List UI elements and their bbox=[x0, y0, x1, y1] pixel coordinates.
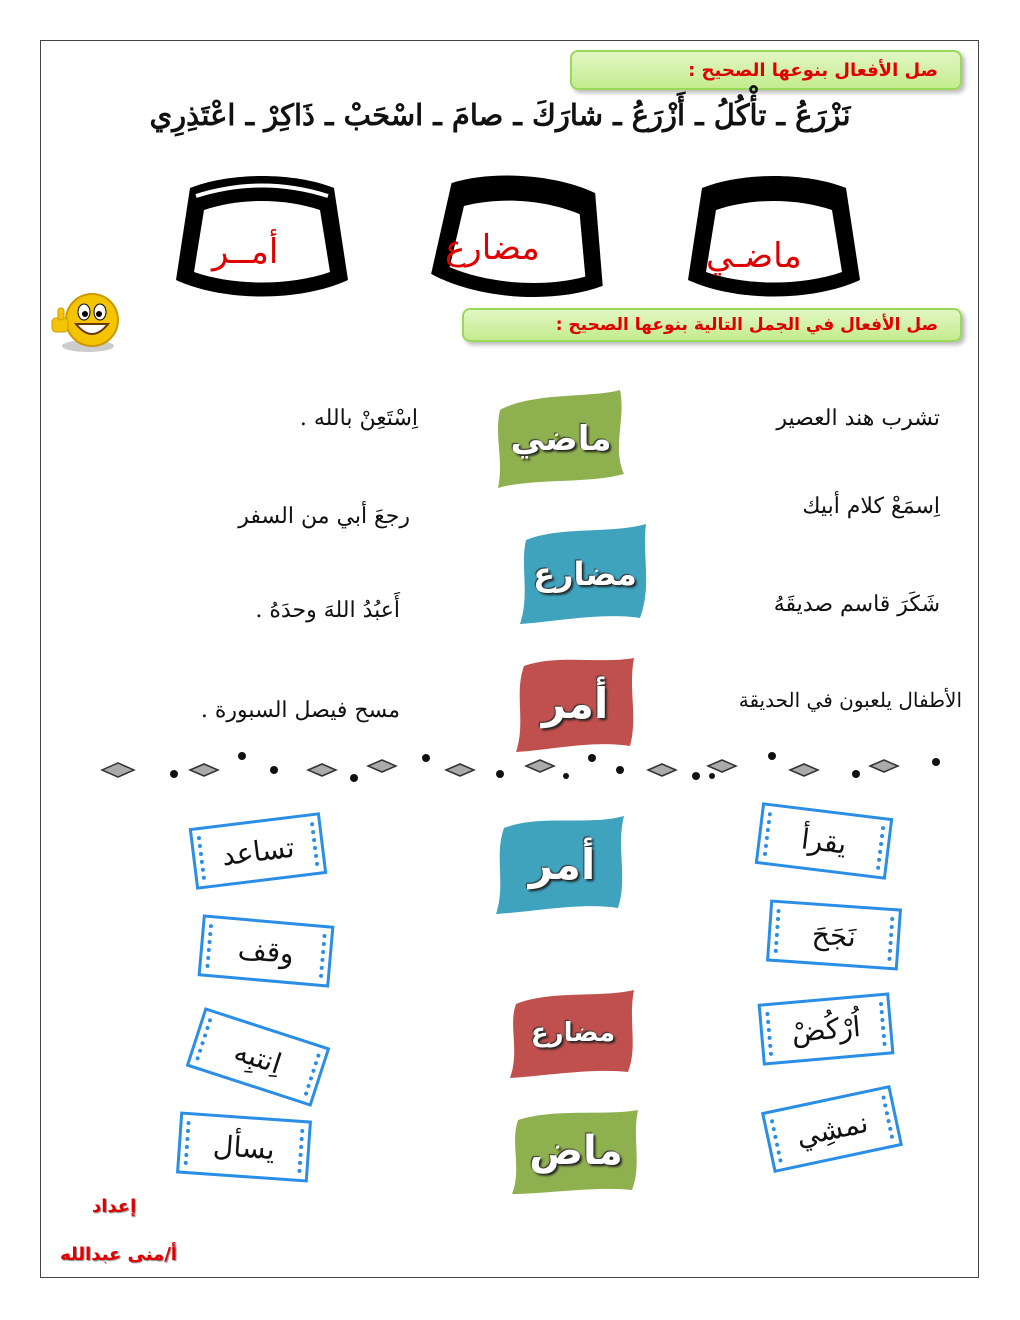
blob-madi-2[interactable] bbox=[508, 1106, 644, 1196]
blob-mudari-2[interactable] bbox=[506, 986, 640, 1080]
card-left-4[interactable]: يسأل bbox=[176, 1111, 312, 1182]
card-right-2[interactable]: نَجَحَ bbox=[766, 899, 902, 970]
right-sentence-4[interactable]: الأطفال يلعبون في الحديقة bbox=[738, 688, 962, 712]
card-left-3[interactable]: اِنتبِه bbox=[186, 1007, 331, 1107]
right-sentence-2[interactable]: اِسمَعْ كلام أبيك bbox=[802, 494, 940, 519]
left-sentence-4[interactable]: مسح فيصل السبورة . bbox=[200, 698, 400, 723]
blob-label-madi-2: ماض bbox=[529, 1128, 623, 1174]
card-right-3[interactable]: اُرْكُضْ bbox=[758, 992, 895, 1065]
prepared-by-label: إعداد bbox=[92, 1196, 137, 1217]
author-name: أ/منى عبدالله bbox=[60, 1244, 177, 1265]
blob-label-amr: أمر bbox=[541, 678, 609, 728]
blob-mudari[interactable] bbox=[516, 520, 654, 628]
basket-label-madi: ماضـي bbox=[706, 236, 802, 276]
basket-label-mudari: مضارع bbox=[445, 228, 540, 268]
section1-title: صل الأفعال بنوعها الصحيح : bbox=[570, 50, 962, 90]
right-sentence-3[interactable]: شَكَرَ قاسم صديقَهُ bbox=[773, 592, 940, 617]
card-left-2[interactable]: وقف bbox=[198, 914, 335, 987]
basket-label-amr: أمــر bbox=[212, 232, 279, 272]
verbs-line: نَزْرَعُ ـ تأْكُلُ ـ أَزْرَعُ ـ شارَكَ ـ صامَ ـ اسْحَبْ ـ ذَاكِرْ ـ اعْتَذِرِي bbox=[149, 98, 851, 132]
blob-amr[interactable] bbox=[510, 652, 640, 754]
thumbs-up-smiley-icon bbox=[44, 288, 124, 354]
diamond-dots-divider bbox=[96, 746, 956, 786]
card-right-4[interactable]: نمشِي bbox=[761, 1085, 903, 1173]
blob-label-amr-2: أمر bbox=[528, 839, 596, 889]
card-right-1[interactable]: يقرأ bbox=[755, 802, 894, 880]
blob-amr-2[interactable] bbox=[492, 812, 632, 916]
left-sentence-2[interactable]: رجعَ أبي من السفر bbox=[238, 504, 410, 529]
left-sentence-3[interactable]: أَعبُدُ اللهَ وحدَهُ . bbox=[255, 598, 400, 623]
blob-label-madi: ماضي bbox=[510, 419, 612, 459]
section2-title: صل الأفعال في الجمل التالية بنوعها الصحيح : bbox=[462, 308, 962, 342]
blob-label-mudari-2: مضارع bbox=[530, 1018, 616, 1048]
right-sentence-1[interactable]: تشرب هند العصير bbox=[776, 406, 940, 431]
left-sentence-1[interactable]: اِسْتَعِنْ بالله . bbox=[299, 406, 418, 431]
blob-madi[interactable] bbox=[492, 388, 630, 490]
card-left-1[interactable]: تساعد bbox=[189, 812, 328, 890]
blob-label-mudari: مضارع bbox=[533, 555, 637, 593]
